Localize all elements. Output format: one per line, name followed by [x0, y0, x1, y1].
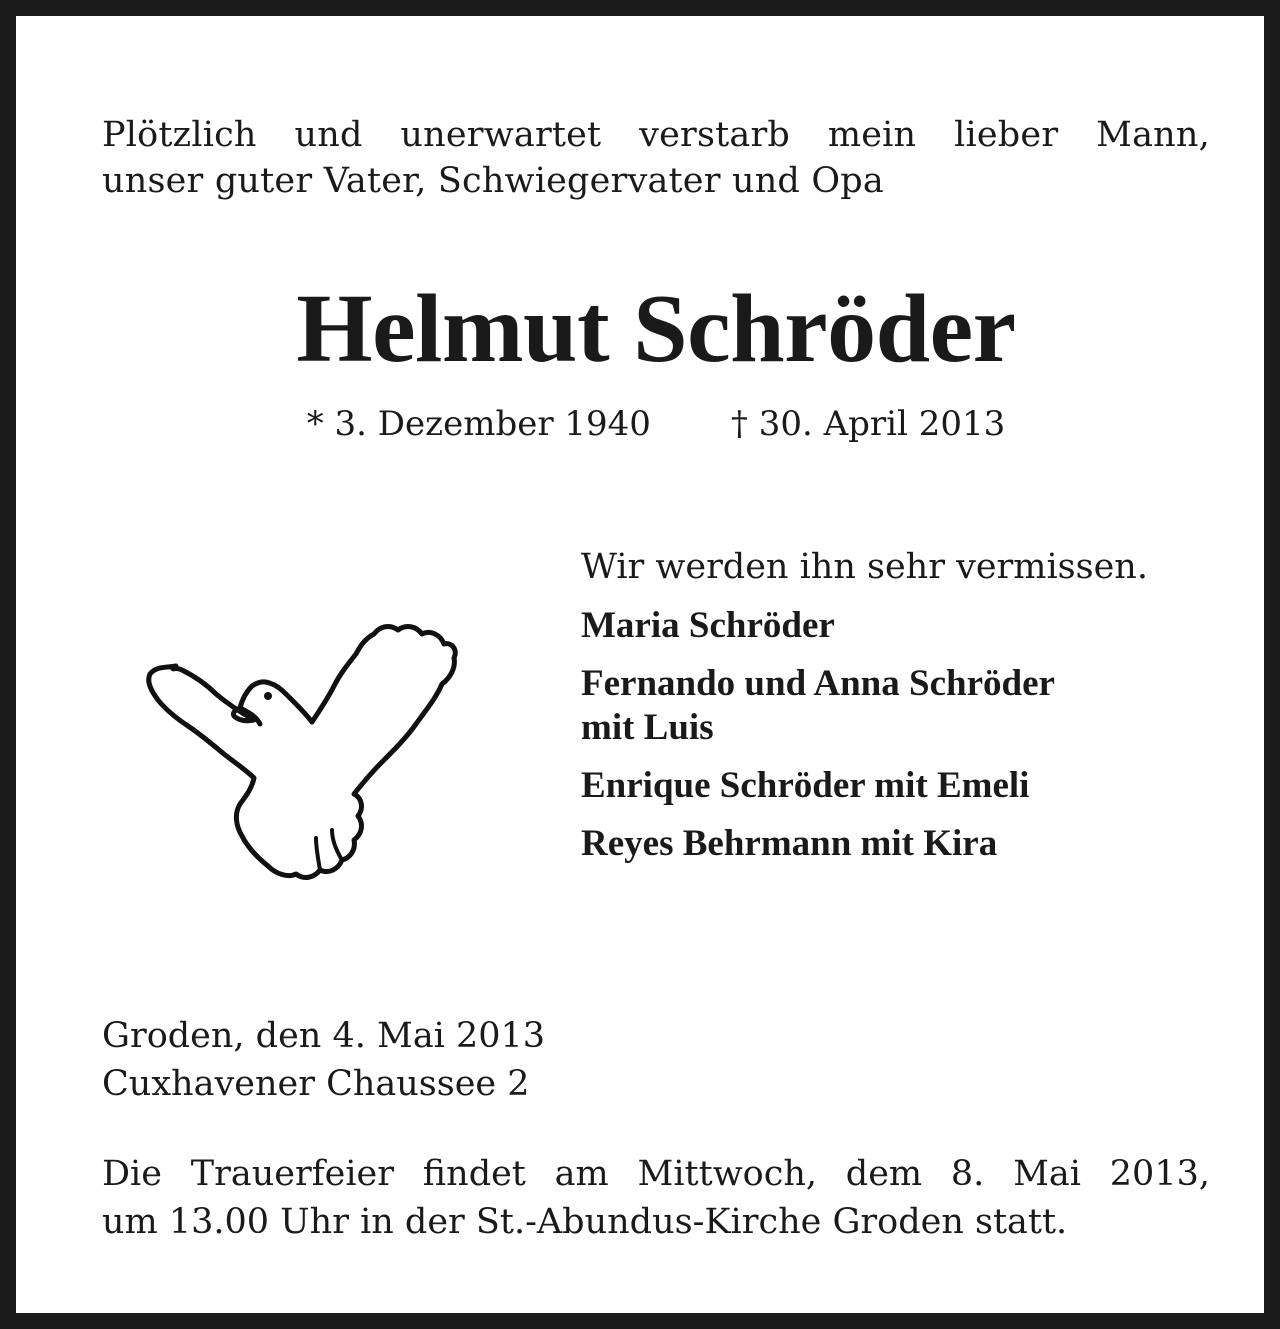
funeral-service-notice [102, 1150, 1210, 1246]
family-member-line: Fernando und Anna Schröder [581, 663, 1055, 704]
intro-text [102, 112, 1210, 204]
family-member-line: Maria Schröder [581, 605, 835, 646]
family-member-line: Enrique Schröder mit Emeli [581, 765, 1030, 806]
family-member [581, 662, 1221, 750]
deceased-name: Helmut Schröder [296, 275, 1016, 383]
dove-icon [136, 612, 466, 892]
place-block [102, 1012, 545, 1108]
intro-line-2: unser guter Vater, Schwiegervater und Opa [102, 161, 884, 201]
service-line-1: Die Trauerfeier findet am Mittwoch, dem 8. Mai 2013, [102, 1154, 1210, 1194]
address: Cuxhavener Chaussee 2 [102, 1064, 530, 1104]
birth-date: * 3. Dezember 1940 [306, 404, 651, 444]
family-message: Wir werden ihn sehr vermissen. [581, 547, 1148, 587]
family-member-line: Reyes Behrmann mit Kira [581, 823, 998, 864]
family-member-line: mit Luis [581, 707, 714, 748]
family-member [581, 764, 1221, 808]
service-line-2: um 13.00 Uhr in der St.-Abundus-Kirche Groden statt. [102, 1202, 1068, 1242]
family-member [581, 604, 1221, 648]
death-date: † 30. April 2013 [730, 404, 1006, 444]
life-dates [16, 402, 1280, 446]
family-block [581, 544, 1221, 880]
family-member [581, 822, 1221, 866]
intro-line-1: Plötzlich und unerwartet verstarb mein lieber Mann, [102, 115, 1210, 155]
location-date: Groden, den 4. Mai 2013 [102, 1016, 546, 1056]
